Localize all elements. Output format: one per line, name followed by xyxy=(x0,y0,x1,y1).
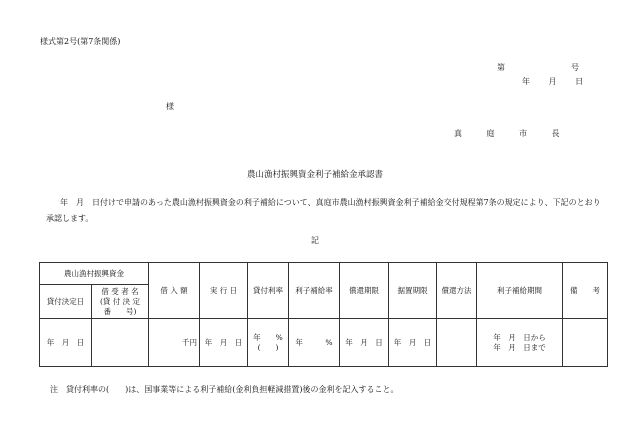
note-heading: 記 xyxy=(311,236,319,245)
date-day: 日 xyxy=(575,77,584,86)
issuer-char: 長 xyxy=(551,129,560,138)
table-row xyxy=(40,319,608,367)
issuer-char: 真 xyxy=(454,129,462,138)
issuer-char: 市 xyxy=(519,129,528,138)
cell-execution-date: 年 月 日 xyxy=(200,319,248,367)
issuer-mayor xyxy=(454,128,582,139)
cell-loan-rate: 年 % ( ) xyxy=(248,319,289,367)
date-year: 年 xyxy=(522,77,530,86)
addressee: 様 xyxy=(166,102,174,111)
cell-borrower xyxy=(92,319,149,367)
header-repayment-period: 償還期限 xyxy=(340,263,389,319)
loan-table xyxy=(39,262,608,367)
date-month: 月 xyxy=(548,77,557,86)
header-remarks: 備 考 xyxy=(563,263,608,319)
doc-number-suffix: 号 xyxy=(571,63,579,72)
header-execution-date: 実 行 日 xyxy=(200,263,248,319)
cell-subsidy-period: 年 月 日から 年 月 日まで xyxy=(477,319,563,367)
cell-grace-period: 年 月 日 xyxy=(389,319,437,367)
issue-date xyxy=(522,76,599,87)
cell-loan-amount: 千円 xyxy=(149,319,200,367)
cell-repayment-period: 年 月 日 xyxy=(340,319,389,367)
header-subsidy-rate: 利子補給率 xyxy=(289,263,340,319)
table-group-header: 農山漁村振興資金 xyxy=(40,263,149,285)
issuer-char: 庭 xyxy=(486,129,495,138)
cell-remarks xyxy=(563,319,608,367)
header-subsidy-period: 利子補給期間 xyxy=(477,263,563,319)
cell-loan-decision-date: 年 月 日 xyxy=(40,319,92,367)
header-loan-decision-date: 貸付決定日 xyxy=(40,285,92,319)
cell-subsidy-rate: 年 % xyxy=(289,319,340,367)
header-repayment-method: 償還方法 xyxy=(437,263,477,319)
cell-repayment-method xyxy=(437,319,477,367)
header-borrower: 借 受 者 名 (貸 付 決 定 番 号) xyxy=(92,285,149,319)
header-loan-amount: 借 入 額 xyxy=(149,263,200,319)
body-text: 年 月 日付けで申請のあった農山漁村振興資金の利子補給について、真庭市農山漁村振興資金利子補給金交付規程第7条の規定により、下記のとおり承認します。 xyxy=(46,198,601,223)
header-grace-period: 据置期限 xyxy=(389,263,437,319)
document-title: 農山漁村振興資金利子補給金承認書 xyxy=(246,170,383,180)
doc-number-prefix: 第 xyxy=(497,63,505,72)
form-number: 様式第2号(第7条関係) xyxy=(40,37,121,46)
header-loan-rate: 貸付利率 xyxy=(248,263,289,319)
footnote: 注 貸付利率の( )は、国事業等による利子補給(金利負担軽減措置)後の金利を記入すること。 xyxy=(50,385,399,394)
